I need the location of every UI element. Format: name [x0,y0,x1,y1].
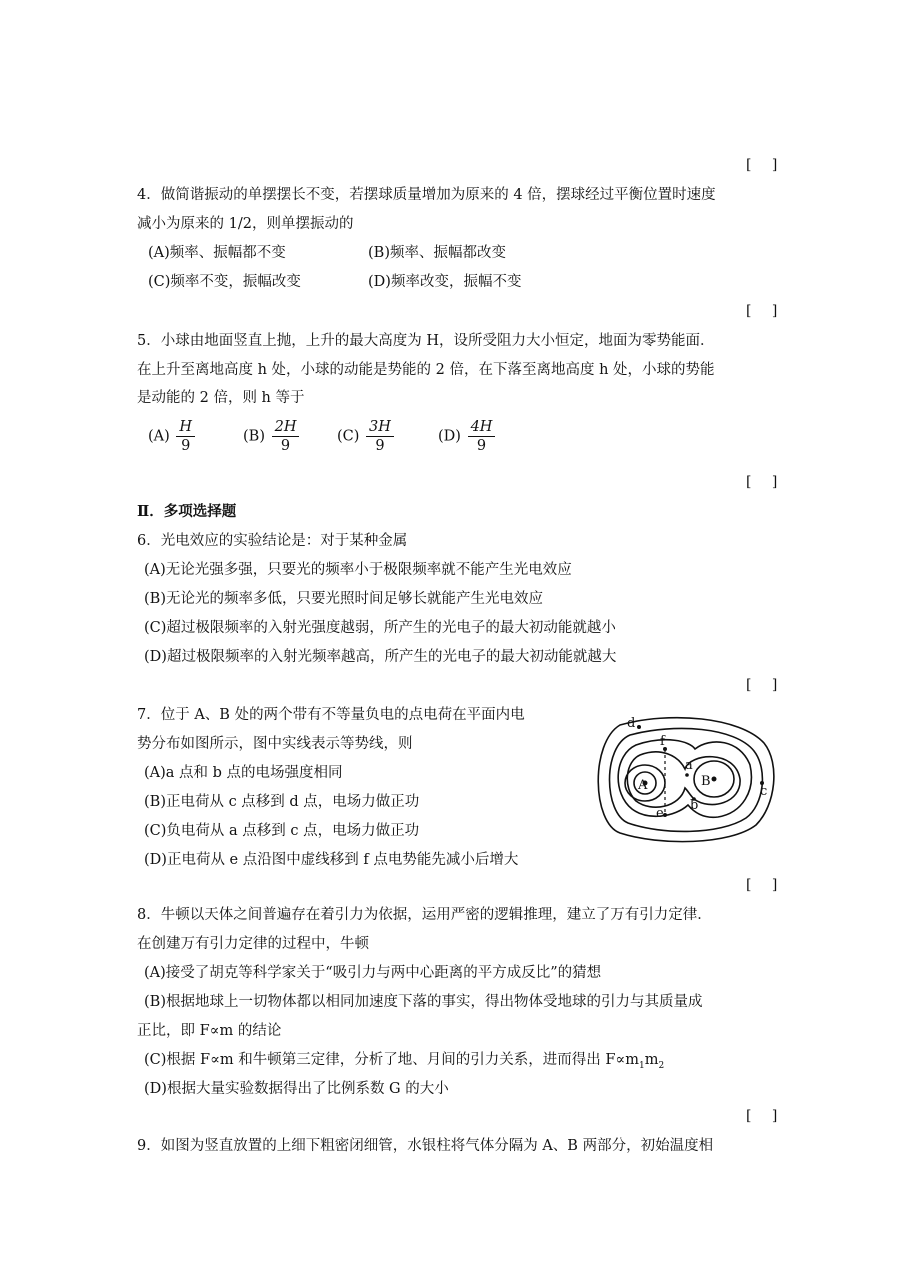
answer-bracket-q5[interactable]: [ ] [746,474,786,490]
fraction-denominator: 9 [181,438,191,454]
q8-stem-line1: 8．牛顿以天体之间普遍存在着引力为依据，运用严密的逻辑推理，建立了万有引力定律． [137,907,712,923]
q7-option-c[interactable]: (C)负电荷从 a 点移到 c 点，电场力做正功 [144,823,420,839]
q4-option-a[interactable]: (A)频率、振幅都不变 [148,245,286,261]
fraction-numerator: H [176,418,195,437]
q4-option-b[interactable]: (B)频率、振幅都改变 [368,245,506,261]
subscript-2: 2 [658,1060,665,1071]
label-a: a [685,758,693,773]
q8-stem-line2: 在创建万有引力定律的过程中，牛顿 [137,936,369,952]
fraction-numerator: 3H [366,418,394,437]
q5-option-b[interactable] [243,418,301,455]
answer-bracket-q6[interactable]: [ ] [746,677,786,693]
fraction-denominator: 9 [375,438,385,454]
q5-option-d-fraction [468,418,496,455]
point-charge-b-dot [712,777,717,782]
q7-option-a[interactable]: (A)a 点和 b 点的电场强度相同 [144,765,343,781]
subscript-1: 1 [638,1060,645,1071]
answer-bracket-q8[interactable]: [ ] [746,1108,786,1124]
q5-stem-line3: 是动能的 2 倍，则 h 等于 [137,390,305,406]
q4-option-c[interactable]: (C)频率不变，振幅改变 [148,274,301,290]
label-e: e [656,806,664,821]
q5-stem-line1: 5．小球由地面竖直上抛，上升的最大高度为 H，设所受阻力大小恒定，地面为零势能面． [137,333,715,349]
fraction-numerator: 2H [272,418,300,437]
q8-option-b-line1[interactable]: (B)根据地球上一切物体都以相同加速度下落的事实，得出物体受地球的引力与其质量成 [144,994,703,1010]
q8-option-b-line2[interactable]: 正比，即 F∝m 的结论 [137,1023,282,1039]
q5-option-c[interactable] [337,418,396,455]
label-b: b [690,798,699,813]
q6-option-b[interactable]: (B)无论光的频率多低，只要光照时间足够长就能产生光电效应 [144,591,543,607]
answer-bracket-q4[interactable]: [ ] [746,303,786,319]
answer-bracket-q7[interactable]: [ ] [746,877,786,893]
label-big-a: A [638,778,648,793]
q8-option-d[interactable]: (D)根据大量实验数据得出了比例系数 G 的大小 [144,1081,449,1097]
fraction-numerator: 4H [468,418,496,437]
fraction-denominator: 9 [280,438,291,454]
q8-option-a[interactable]: (A)接受了胡克等科学家关于“吸引力与两中心距离的平方成反比”的猜想 [144,965,602,981]
q5-option-c-label: (C) [337,428,360,445]
q5-option-b-label: (B) [243,428,265,445]
q5-option-a[interactable] [148,418,197,455]
equipotential-diagram [590,713,780,848]
q8-option-c[interactable] [144,1051,664,1075]
q8-option-c-m: m [644,1052,659,1068]
q4-stem-line1: 4．做简谐振动的单摆摆长不变，若摆球质量增加为原来的 4 倍，摆球经过平衡位置时速度 [137,187,716,203]
q5-option-b-fraction [272,418,300,455]
q8-option-c-text: (C)根据 F∝m 和牛顿第三定律，分析了地、月间的引力关系，进而得出 F∝m [144,1052,639,1068]
q6-option-a[interactable]: (A)无论光强多强，只要光的频率小于极限频率就不能产生光电效应 [144,562,572,578]
fraction-denominator: 9 [476,438,487,454]
q9-stem-line1: 9．如图为竖直放置的上细下粗密闭细管，水银柱将气体分隔为 A、B 两部分，初始温度相 [137,1138,714,1154]
q4-option-d[interactable]: (D)频率改变，振幅不变 [368,274,522,290]
q6-stem: 6．光电效应的实验结论是：对于某种金属 [137,533,408,549]
label-c: c [760,784,768,799]
label-big-b: B [701,774,711,789]
q5-option-c-fraction [366,418,394,455]
q5-option-d-label: (D) [438,428,461,445]
q5-option-a-fraction [176,418,195,455]
q6-option-d[interactable]: (D)超过极限频率的入射光频率越高，所产生的光电子的最大初动能就越大 [144,649,617,665]
q7-option-b[interactable]: (B)正电荷从 c 点移到 d 点，电场力做正功 [144,794,420,810]
section-heading-multiple-choice: Ⅱ．多项选择题 [137,503,237,520]
label-d: d [627,716,636,731]
q6-option-c[interactable]: (C)超过极限频率的入射光强度越弱，所产生的光电子的最大初动能就越小 [144,620,616,636]
answer-bracket-q3[interactable]: [ ] [746,157,786,173]
point-d-dot [637,725,641,729]
q5-stem-line2: 在上升至离地高度 h 处，小球的动能是势能的 2 倍，在下落至离地高度 h 处，小球的势能 [137,362,715,378]
q4-stem-line2: 减小为原来的 1/2，则单摆振动的 [137,216,354,232]
point-a-dot [685,773,689,777]
q7-option-d[interactable]: (D)正电荷从 e 点沿图中虚线移到 f 点电势能先减小后增大 [144,852,519,868]
q5-option-a-label: (A) [148,428,170,445]
q7-stem-line2: 势分布如图所示，图中实线表示等势线，则 [137,736,413,752]
q7-stem-line1: 7．位于 A、B 处的两个带有不等量负电的点电荷在平面内电 [137,707,525,723]
q5-option-d[interactable] [438,418,497,455]
label-f: f [660,734,665,749]
